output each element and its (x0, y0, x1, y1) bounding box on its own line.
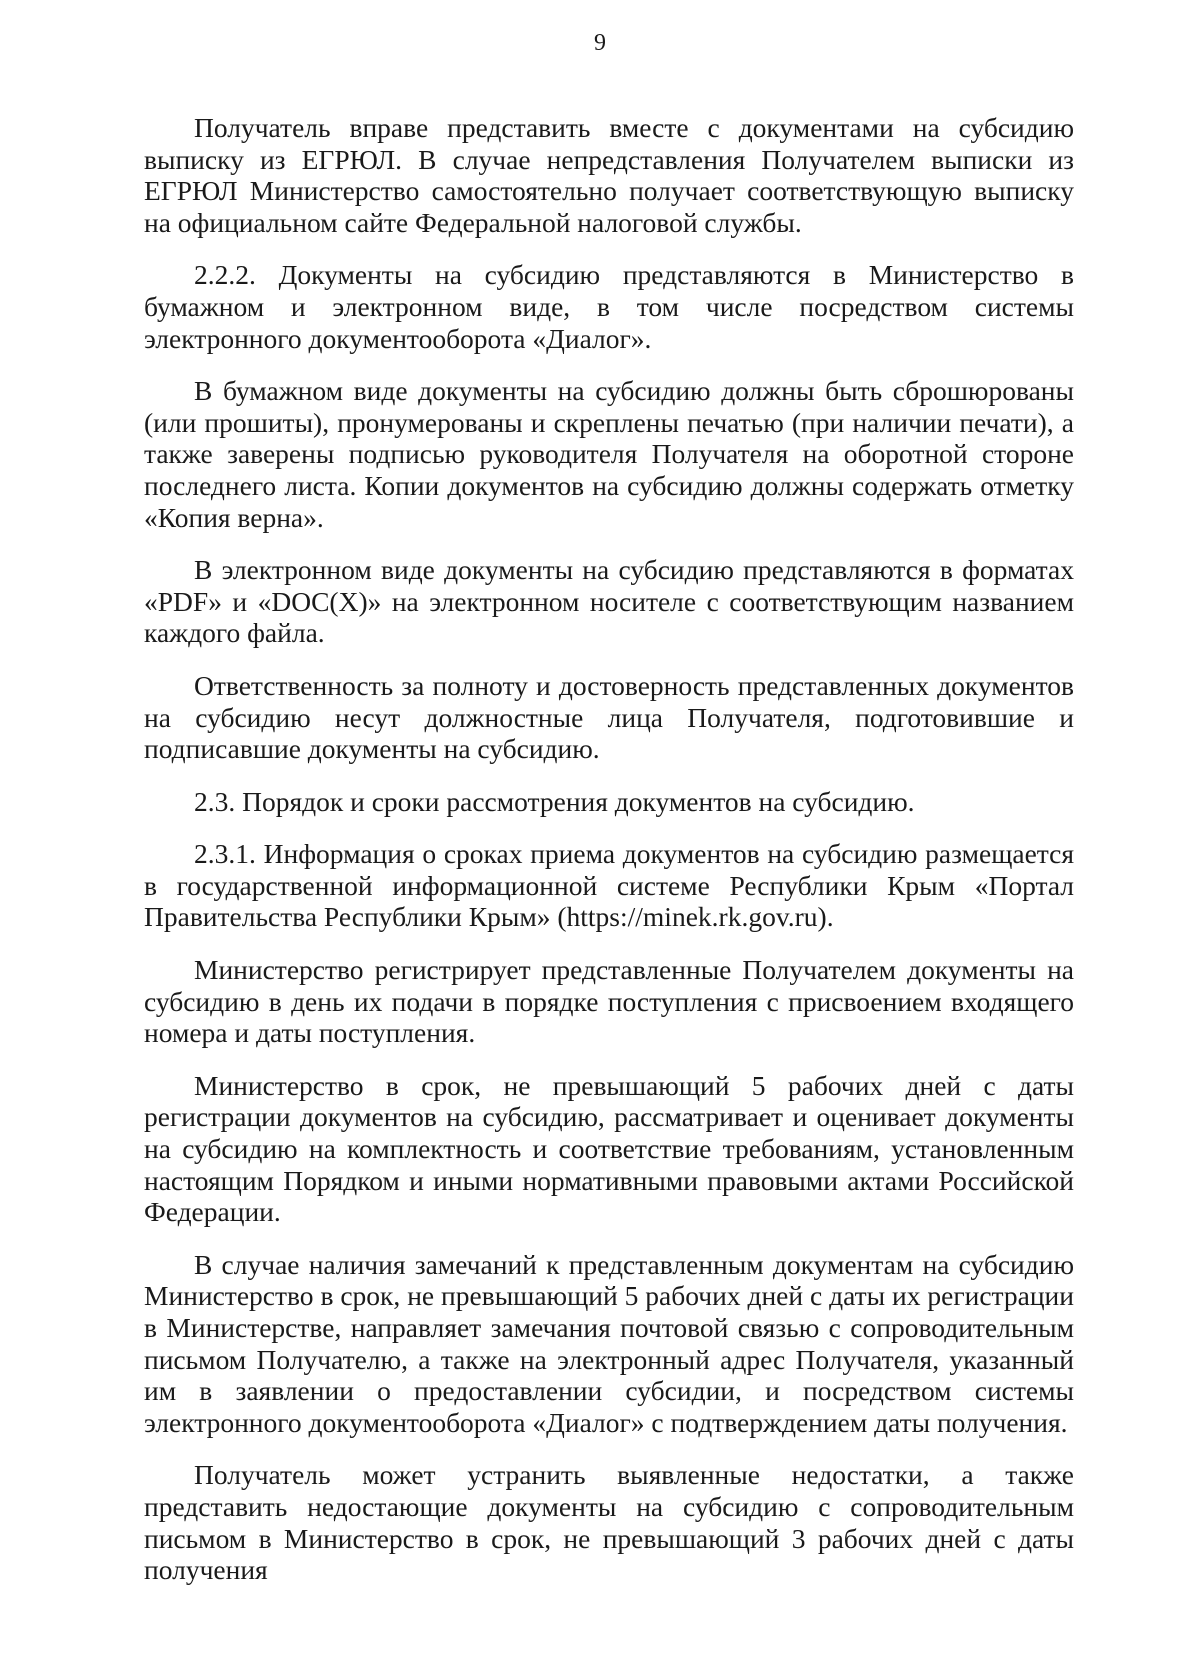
paragraph-2-3-1: 2.3.1. Информация о сроках приема документов на субсидию размещается в государственной информационной системе Республики Крым «Портал Правительства Республики Крым» (https://minek.rk.gov.ru). (144, 838, 1074, 933)
paragraph-egrul-extract: Получатель вправе представить вместе с документами на субсидию выписку из ЕГРЮЛ. В случае непредставления Получателем выписки из ЕГРЮЛ Министерство самостоятельно получает соответствующую выписку на официальном сайте Федеральной налоговой службы. (144, 112, 1074, 238)
paragraph-electronic-form: В электронном виде документы на субсидию представляются в форматах «PDF» и «DOC(X)» на электронном носителе с соответствующим названием каждого файла. (144, 554, 1074, 649)
paragraph-2-3: 2.3. Порядок и сроки рассмотрения документов на субсидию. (194, 785, 915, 817)
document-body (144, 112, 1074, 1586)
paragraph-review-period: Министерство в срок, не превышающий 5 рабочих дней с даты регистрации документов на субсидию, рассматривает и оценивает документы на субсидию на комплектность и соответствие требованиям, установленным настоящим Порядком и иными нормативными правовыми актами Российской Федерации. (144, 1069, 1074, 1228)
paragraph-paper-form: В бумажном виде документы на субсидию должны быть сброшюрованы (или прошиты), пронумерованы и скреплены печатью (при наличии печати), а также заверены подписью руководителя Получателя на оборотной стороне последнего листа. Копии документов на субсидию должны содержать отметку «Копия верна». (144, 375, 1074, 533)
paragraph-responsibility: Ответственность за полноту и достоверность представленных документов на субсидию несут должностные лица Получателя, подготовившие и подписавшие документы на субсидию. (144, 669, 1074, 765)
paragraph-correction: Получатель может устранить выявленные недостатки, а также представить недостающие документы на субсидию с сопроводительным письмом в Министерство в срок, не превышающий 3 рабочих дней с даты получения (144, 1459, 1074, 1586)
paragraph-registration: Министерство регистрирует представленные Получателем документы на субсидию в день их подачи в порядке поступления с присвоением входящего номера и даты поступления. (144, 954, 1074, 1049)
paragraph-2-2-2: 2.2.2. Документы на субсидию представляются в Министерство в бумажном и электронном виде, в том числе посредством системы электронного документооборота «Диалог». (144, 259, 1074, 354)
page-number: 9 (594, 30, 606, 56)
paragraph-remarks: В случае наличия замечаний к представленным документам на субсидию Министерство в срок, не превышающий 5 рабочих дней с даты их регистрации в Министерстве, направляет замечания почтовой связью с сопроводительным письмом Получателю, а также на электронный адрес Получателя, указанный им в заявлении о предоставлении субсидии, и посредством системы электронного документооборота «Диалог» с подтверждением даты получения. (144, 1248, 1074, 1438)
